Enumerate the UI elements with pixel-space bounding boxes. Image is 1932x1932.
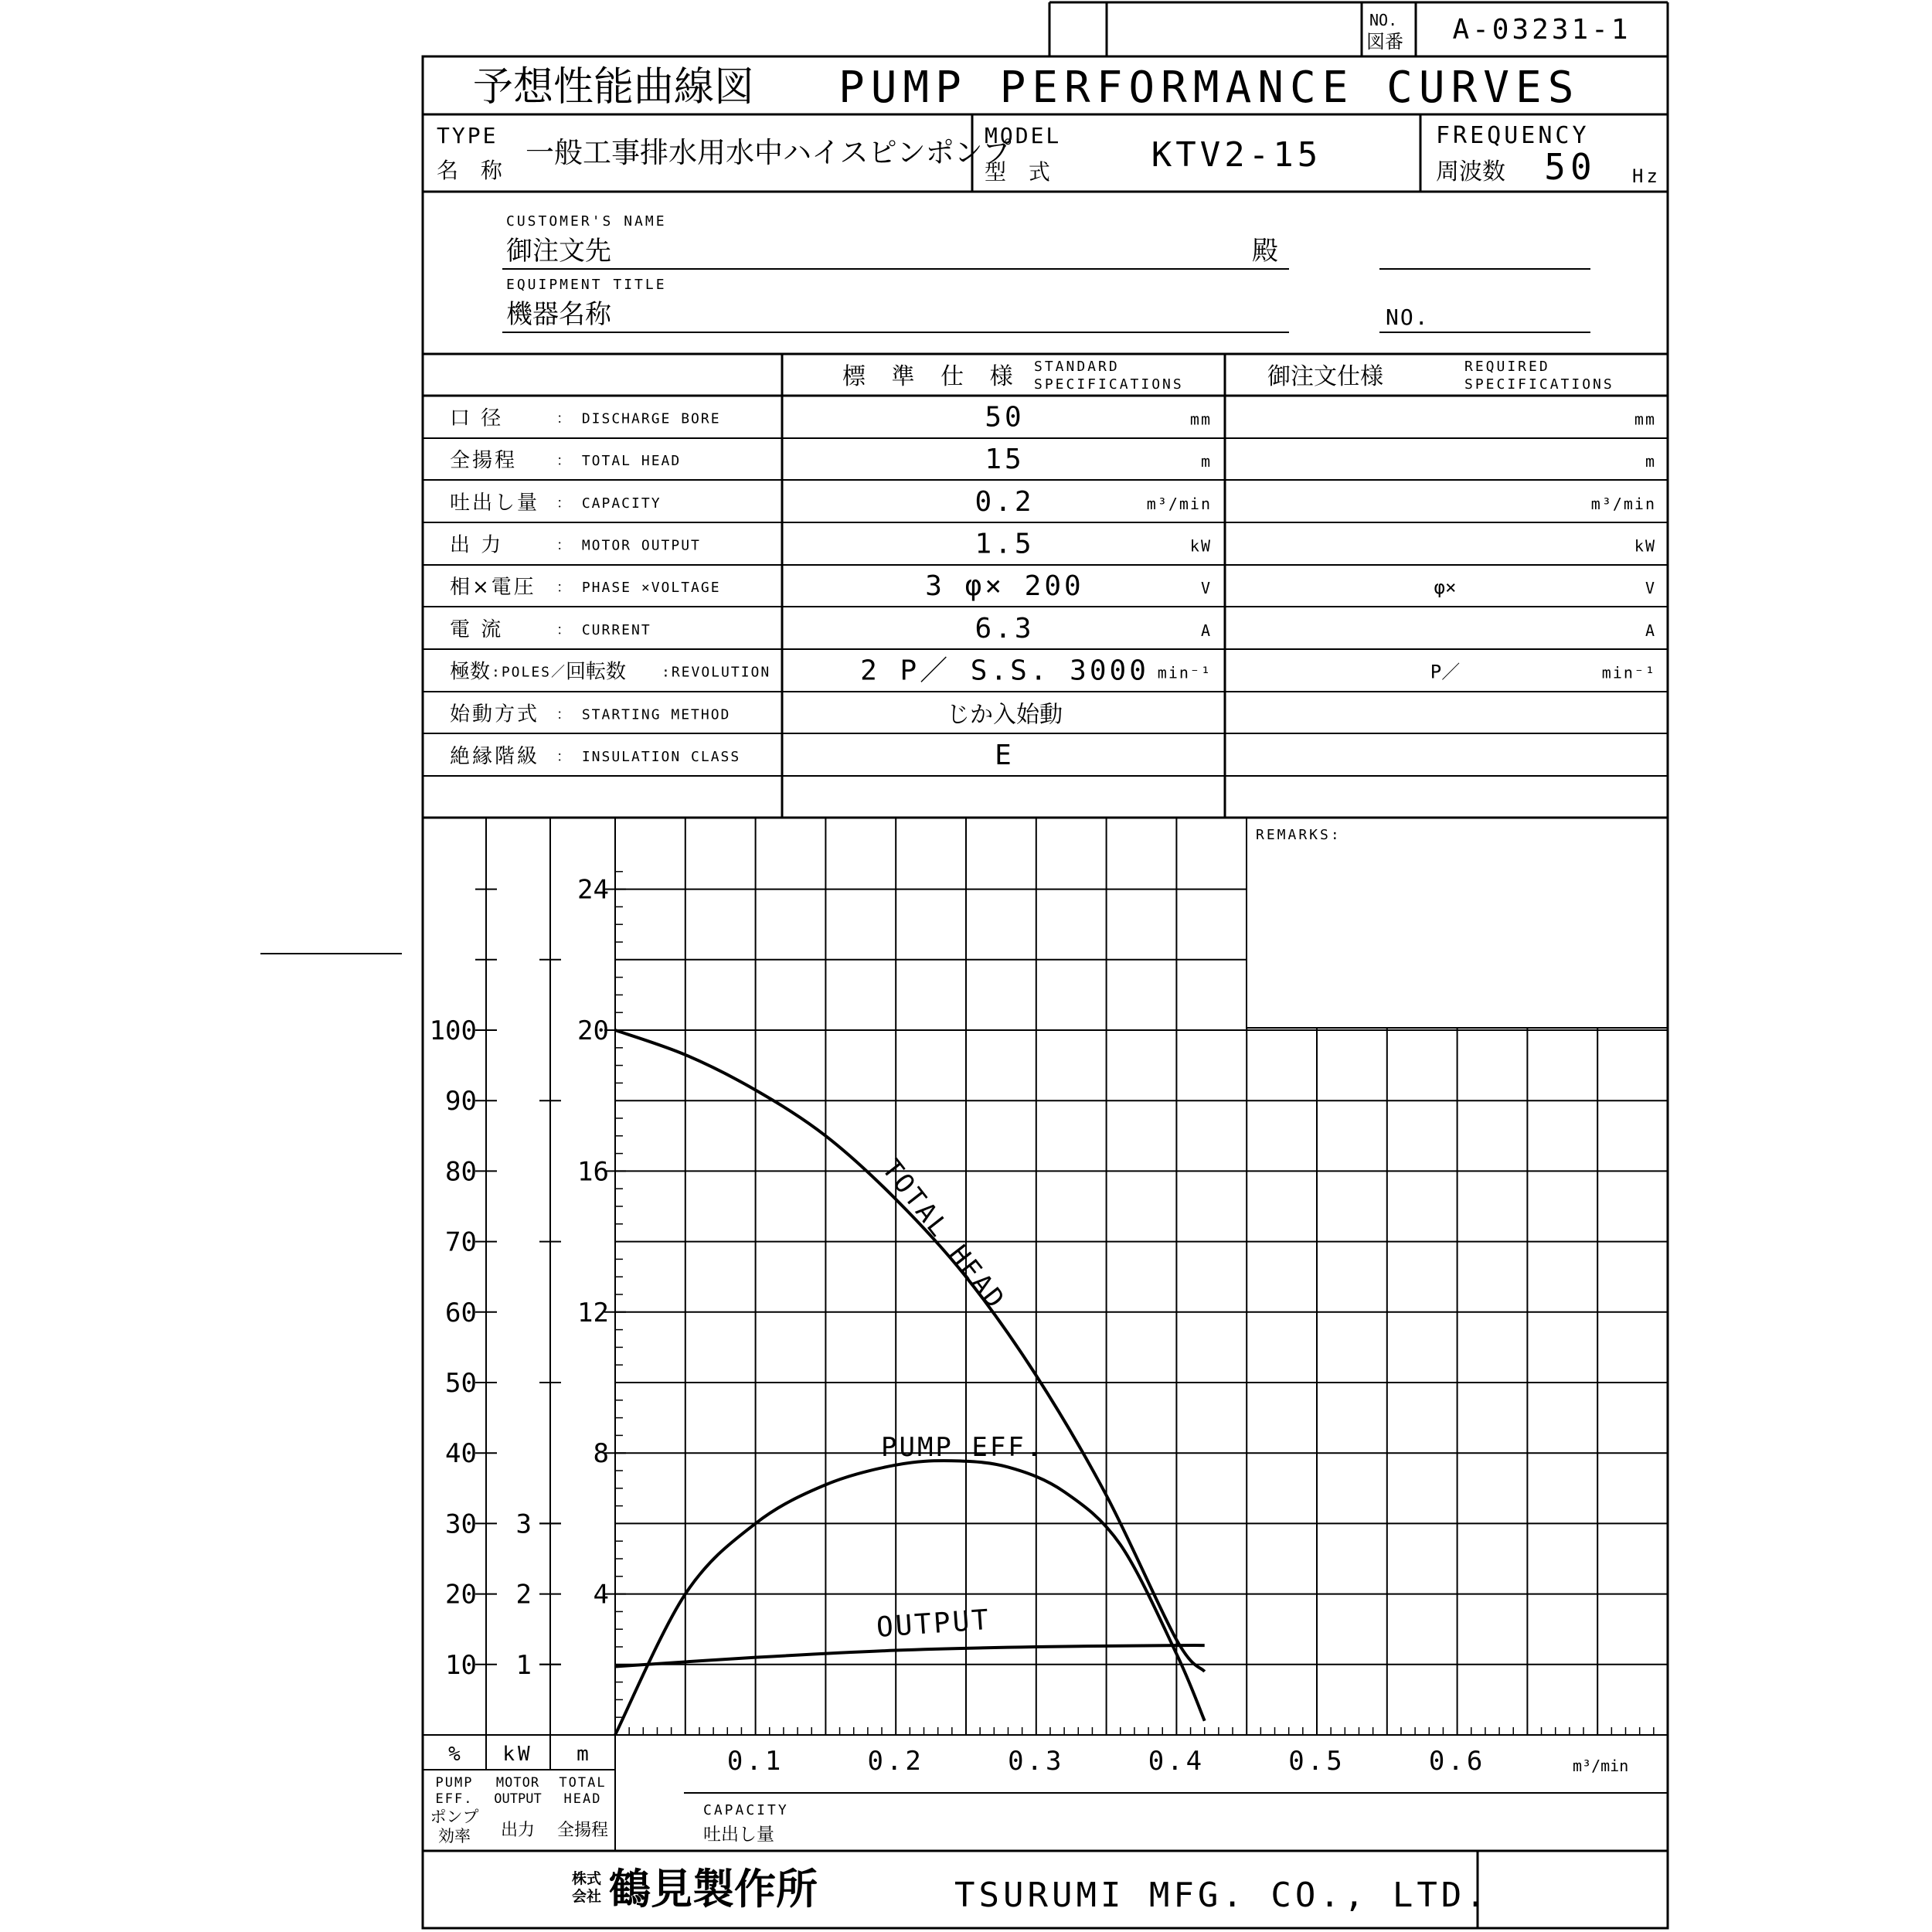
- axis-tick-label: 60: [445, 1297, 477, 1328]
- axis-tick-label: 4: [593, 1579, 609, 1611]
- series-total-head-line: [615, 1030, 1205, 1672]
- company-en: TSURUMI MFG. CO., LTD.: [954, 1876, 1490, 1915]
- spec-label-en: :REVOLUTION: [662, 664, 771, 681]
- axis-tick-label: 50: [445, 1368, 477, 1399]
- spec-label-en: ： MOTOR OUTPUT: [556, 537, 701, 554]
- x-tick-label: 0.3: [1008, 1746, 1065, 1777]
- series-total-head-label: TOTAL HEAD: [875, 1153, 1012, 1316]
- axis-tick-label: 12: [577, 1297, 609, 1328]
- axis-tick-label: 90: [445, 1086, 477, 1117]
- frequency-unit: Hz: [1632, 165, 1661, 187]
- required-spec-en-2: SPECIFICATIONS: [1464, 376, 1614, 393]
- spec-label-en: ： CURRENT: [556, 621, 651, 638]
- spec-required-unit: A: [1645, 621, 1656, 640]
- spec-label-jp: 吐出し量: [450, 491, 540, 515]
- axis-tick-label: 20: [445, 1579, 477, 1611]
- frequency-label-en: FREQUENCY: [1436, 122, 1590, 149]
- x-axis-label-jp: 吐出し量: [703, 1825, 774, 1845]
- equipment-label-jp: 機器名称: [506, 299, 611, 330]
- spec-required-unit: mm: [1634, 410, 1656, 429]
- chart-axis-ticks: [430, 875, 1486, 1777]
- spec-standard-unit: A: [1200, 621, 1212, 640]
- drawing-no-label-en: NO.: [1369, 11, 1398, 29]
- series-output-line: [615, 1645, 1205, 1666]
- model-label-en: MODEL: [985, 123, 1062, 148]
- spec-required-unit: min⁻¹: [1601, 663, 1656, 682]
- spec-standard-value: 3 φ× 200: [925, 570, 1084, 603]
- spec-required-unit: m³/min: [1590, 494, 1656, 513]
- axis-tick-label: 8: [593, 1438, 609, 1470]
- chart-frame: [423, 818, 1668, 1851]
- drawing-number: A-03231-1: [1452, 14, 1631, 46]
- spec-label-en: ： INSULATION CLASS: [556, 748, 741, 765]
- axis-label-output-en-1: MOTOR: [495, 1775, 540, 1791]
- company-jp: 鶴見製作所: [609, 1865, 818, 1913]
- type-label-en: TYPE: [437, 123, 498, 148]
- customer-label-jp: 御注文先: [506, 236, 611, 267]
- spec-standard-unit: kW: [1189, 536, 1212, 556]
- x-tick-label: 0.4: [1148, 1746, 1206, 1777]
- spec-required-unit: V: [1645, 579, 1656, 598]
- series-pump-eff-line: [615, 1461, 1205, 1735]
- axis-label-head-en-1: TOTAL: [559, 1775, 607, 1791]
- axis-unit-head: m: [577, 1743, 589, 1766]
- x-tick-label: 0.2: [867, 1746, 924, 1777]
- axis-tick-label: 70: [445, 1226, 477, 1258]
- axis-tick-label: 30: [445, 1509, 477, 1540]
- spec-required-mid: P／: [1430, 661, 1461, 683]
- x-tick-label: 0.5: [1288, 1746, 1345, 1777]
- spec-label-jp: 全揚程: [450, 449, 518, 473]
- spec-standard-value: 0.2: [975, 485, 1035, 518]
- spec-label-jp: 相×電圧: [450, 576, 536, 600]
- title-jp: 予想性能曲線図: [473, 64, 755, 111]
- spec-standard-unit: m: [1200, 452, 1212, 471]
- axis-tick-label: 40: [445, 1438, 477, 1470]
- model-label-jp: 型 式: [985, 159, 1058, 185]
- series-output-label: OUTPUT: [875, 1604, 992, 1644]
- spec-label-jp: 回転数: [566, 660, 627, 684]
- spec-standard-value: 50: [985, 401, 1025, 434]
- spec-label-en: :POLES／: [492, 664, 567, 681]
- frequency-label-jp: 周波数: [1436, 158, 1505, 185]
- spec-standard-value: 1.5: [975, 528, 1035, 560]
- standard-spec-jp: 標 準 仕 様: [842, 363, 1022, 390]
- axis-tick-label: 10: [445, 1649, 477, 1681]
- spec-standard-value: 6.3: [975, 612, 1035, 645]
- axis-unit-output: kW: [502, 1743, 533, 1766]
- axis-label-head-jp: 全揚程: [556, 1821, 609, 1840]
- title-en: PUMP PERFORMANCE CURVES: [838, 63, 1580, 113]
- x-axis-label-en: CAPACITY: [703, 1802, 789, 1818]
- spec-standard-unit: mm: [1189, 410, 1212, 429]
- axis-tick-label: 2: [515, 1579, 532, 1611]
- equipment-label-en: EQUIPMENT TITLE: [506, 277, 667, 293]
- spec-label-en: ： TOTAL HEAD: [556, 453, 682, 470]
- axis-label-eff-en-2: EFF.: [435, 1791, 474, 1807]
- spec-label-jp: 電 流: [450, 617, 504, 641]
- axis-label-head-en-2: HEAD: [563, 1791, 602, 1807]
- type-value: 一般工事排水用水中ハイスピンポンプ: [526, 136, 1012, 169]
- spec-standard-value: 15: [985, 444, 1025, 476]
- spec-label-jp: 絶縁階級: [450, 744, 540, 768]
- axis-tick-label: 16: [577, 1156, 609, 1188]
- equipment-no-label: NO.: [1386, 304, 1430, 330]
- customer-label-en: CUSTOMER'S NAME: [506, 213, 667, 230]
- type-label-jp: 名 称: [437, 158, 510, 183]
- spec-label-en: ： DISCHARGE BORE: [556, 410, 721, 427]
- axis-label-eff-en-1: PUMP: [435, 1775, 474, 1791]
- standard-spec-en-2: SPECIFICATIONS: [1034, 376, 1184, 393]
- spec-label-jp: 始動方式: [450, 702, 540, 726]
- standard-spec-en-1: STANDARD: [1034, 359, 1120, 375]
- axis-label-output-jp: 出力: [500, 1821, 536, 1840]
- axis-tick-label: 24: [577, 874, 609, 906]
- x-axis-unit: m³/min: [1573, 1757, 1629, 1775]
- spec-label-en: ： CAPACITY: [556, 495, 662, 512]
- company-jp-prefix-1: 株式: [572, 1870, 602, 1887]
- customer-suffix: 殿: [1252, 236, 1278, 267]
- drawing-no-label-jp: 図番: [1366, 31, 1403, 53]
- spec-label-en: ： PHASE ×VOLTAGE: [556, 580, 721, 597]
- spec-label-en: ： STARTING METHOD: [556, 706, 731, 723]
- model-value: KTV2-15: [1151, 135, 1322, 175]
- frequency-value: 50: [1544, 146, 1597, 188]
- spec-required-unit: m: [1645, 452, 1656, 471]
- axis-label-eff-jp-1: ポンプ: [430, 1808, 479, 1826]
- spec-required-unit: kW: [1634, 536, 1656, 556]
- axis-label-eff-jp-2: 効率: [438, 1827, 471, 1845]
- x-tick-label: 0.1: [726, 1746, 784, 1777]
- axis-tick-label: 80: [445, 1156, 477, 1188]
- x-tick-label: 0.6: [1428, 1746, 1486, 1777]
- remarks-label: REMARKS:: [1256, 827, 1342, 843]
- spec-standard-value: E: [995, 739, 1015, 771]
- spec-standard-value: じか入始動: [947, 701, 1063, 729]
- spec-standard-value: 2 P／ S.S. 3000: [860, 655, 1149, 687]
- spec-label-jp: 極数: [450, 660, 491, 684]
- axis-unit-eff: %: [448, 1743, 461, 1766]
- spec-standard-unit: m³/min: [1146, 494, 1212, 513]
- series-pump-eff-label: PUMP EFF.: [881, 1432, 1045, 1463]
- axis-tick-label: 1: [515, 1649, 532, 1681]
- required-spec-jp: 御注文仕様: [1267, 363, 1383, 390]
- axis-tick-label: 100: [429, 1015, 477, 1046]
- spec-label-jp: 口 径: [450, 406, 504, 430]
- chart-grid: [615, 818, 1668, 1735]
- spec-table: [450, 401, 1656, 771]
- spec-required-mid: φ×: [1434, 577, 1457, 599]
- axis-label-output-en-2: OUTPUT: [494, 1791, 542, 1807]
- spec-standard-unit: V: [1200, 579, 1212, 598]
- axis-tick-label: 20: [577, 1015, 609, 1046]
- spec-label-jp: 出 力: [450, 533, 504, 557]
- axis-tick-label: 3: [515, 1509, 532, 1540]
- spec-standard-unit: min⁻¹: [1157, 663, 1212, 682]
- required-spec-en-1: REQUIRED: [1464, 359, 1550, 375]
- company-jp-prefix-2: 会社: [572, 1888, 602, 1905]
